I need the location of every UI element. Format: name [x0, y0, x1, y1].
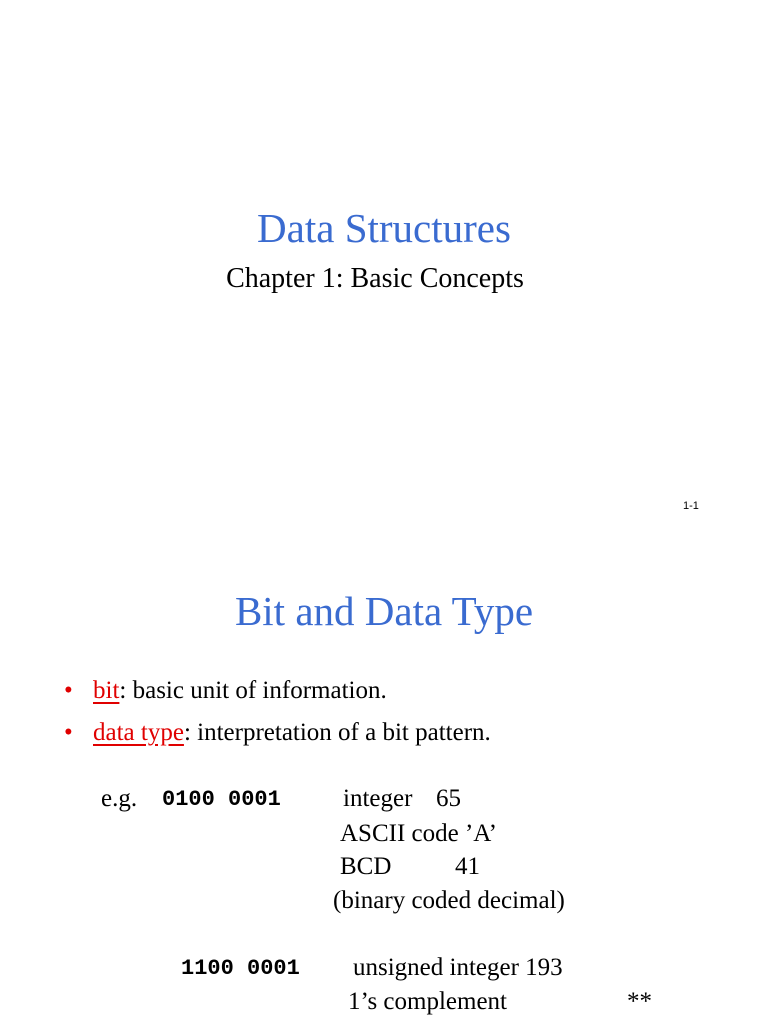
example-prefix: e.g.: [101, 785, 138, 812]
slide-title: Data Structures: [257, 205, 511, 251]
slide-title: Bit and Data Type: [234, 588, 534, 634]
bit-pattern: 0100 0001: [162, 787, 281, 812]
interpretation-value: 41: [455, 853, 480, 880]
bullet-text: : interpretation of a bit pattern.: [183, 719, 491, 746]
bullet-dot: •: [64, 719, 73, 746]
footnote-mark: **: [627, 988, 652, 1015]
bullet-term: data type: [93, 719, 184, 746]
interpretation-label: 1’s complement: [348, 988, 507, 1015]
interpretation-note: (binary coded decimal): [333, 887, 565, 914]
interpretation-label: integer: [343, 785, 413, 812]
bullet-text: : basic unit of information.: [119, 677, 387, 704]
bullet-item: [64, 678, 387, 703]
interpretation-label: unsigned integer 193: [353, 954, 563, 981]
bullet-item: [64, 720, 491, 745]
interpretation-value: 65: [436, 785, 461, 812]
slide-subtitle: Chapter 1: Basic Concepts: [226, 263, 524, 294]
page-number: 1-1: [683, 500, 699, 512]
bullet-term: bit: [93, 677, 120, 704]
content-slide: [0, 535, 768, 1024]
interpretation-label: ASCII code ’A’: [340, 820, 497, 847]
bullet-dot: •: [64, 677, 73, 704]
interpretation-label: BCD: [340, 853, 392, 880]
bit-pattern: 1100 0001: [181, 956, 300, 981]
